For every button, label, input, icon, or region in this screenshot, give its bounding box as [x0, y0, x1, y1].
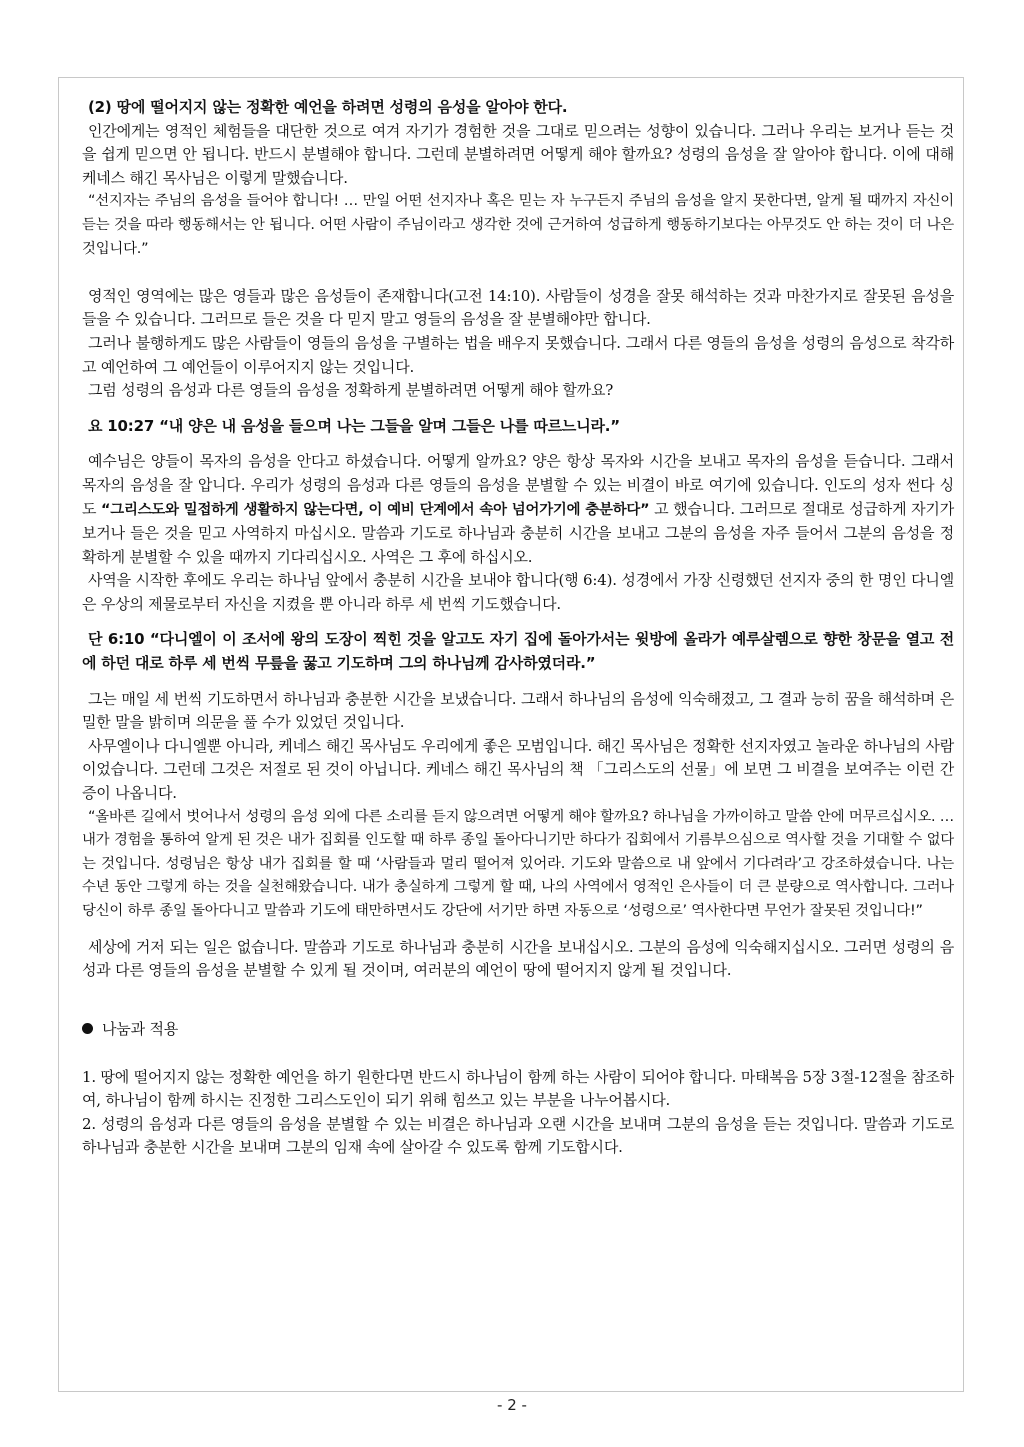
- page-number: - 2 -: [497, 1396, 527, 1414]
- bullet-icon: [82, 1023, 93, 1034]
- paragraph: 사무엘이나 다니엘뿐 아니라, 케네스 해긴 목사님도 우리에게 좋은 모범입니다. 해긴 목사님은 정확한 선지자였고 놀라운 하나님의 사람이었습니다. 그런데 그것은 저절로 된 것이 아닙니다. 케네스 해긴 목사님의 책 「그리스도의 선물」에 보면 그 비결을 보여주는 이런 간증이 나옵니다.: [82, 736, 954, 803]
- paragraph-text: 고 했습니다. 그러므로 절대로 성급하게 자기가 보거나 들은 것을 믿고 사역하지 마십시오. 말씀과 기도로 하나님과 충분히 시간을 보내고 그분의 음성을 자주 들어서 그분의 음성을 정확하게 분별할 수 있을 때까지 기다리십시오. 사역은 그 후에 하십시오.: [82, 499, 954, 566]
- spacer: [82, 924, 954, 936]
- paragraph: 세상에 거저 되는 일은 없습니다. 말씀과 기도로 하나님과 충분히 시간을 보내십시오. 그분의 음성에 익숙해지십시오. 그러면 성령의 음성과 다른 영들의 음성을 분별할 수 있게 될 것이며, 여러분의 예언이 땅에 떨어지지 않게 될 것입니다.: [82, 937, 954, 980]
- quote-hagin-1: “선지자는 주님의 음성을 들어야 합니다! … 만일 어떤 선지자나 혹은 믿는 자 누구든지 주님의 음성을 알지 못한다면, 알게 될 때까지 자신이 듣는 것을 따라 행동해서는 안 됩니다. 어떤 사람이 주님이라고 생각한 것에 근거하여 성급하게 행동하기보다는 아무것도 안 하는 것이 더 나은 것입니다.”: [82, 193, 954, 257]
- sharing-section-title: [82, 1018, 954, 1042]
- document-body: [82, 96, 954, 1160]
- section-heading: (2) 땅에 떨어지지 않는 정확한 예언을 하려면 성령의 음성을 알아야 한다.: [88, 98, 568, 116]
- spacer: [82, 983, 954, 1007]
- bible-verse-john: 요 10:27 “내 양은 내 음성을 들으며 나는 그들을 알며 그들은 나를 따르느니라.”: [88, 416, 620, 435]
- sundar-singh-quote: “그리스도와 밀접하게 생활하지 않는다면, 이 예비 단계에서 속아 넘어가기에 충분하다”: [101, 501, 650, 518]
- spacer: [82, 616, 954, 628]
- bible-verse-daniel: 단 6:10 “다니엘이 이 조서에 왕의 도장이 찍힌 것을 알고도 자기 집에 돌아가서는 윗방에 올라가 예루살렘으로 향한 창문을 열고 전에 하던 대로 하루 세 번씩 무릎을 꿇고 기도하며 그의 하나님께 감사하였더라.”: [82, 630, 954, 673]
- spacer: [82, 403, 954, 415]
- spacer: [82, 438, 954, 450]
- spacer: [82, 261, 954, 285]
- paragraph: 그는 매일 세 번씩 기도하면서 하나님과 충분한 시간을 보냈습니다. 그래서 하나님의 음성에 익숙해졌고, 그 결과 능히 꿈을 해석하며 은밀한 말을 밝히며 의문을 풀 수가 있었던 것입니다.: [82, 689, 954, 732]
- spacer: [82, 676, 954, 688]
- spacer: [82, 1042, 954, 1066]
- paragraph: 그러나 불행하게도 많은 사람들이 영들의 음성을 구별하는 법을 배우지 못했습니다. 그래서 다른 영들의 음성을 성령의 음성으로 착각하고 예언하여 그 예언들이 이루어지지 않는 것입니다.: [82, 333, 954, 376]
- paragraph: 그럼 성령의 음성과 다른 영들의 음성을 정확하게 분별하려면 어떻게 해야 할까요?: [88, 381, 614, 400]
- paragraph-sundar-singh: [82, 450, 954, 569]
- paragraph: 사역을 시작한 후에도 우리는 하나님 앞에서 충분히 시간을 보내야 합니다(행 6:4). 성경에서 가장 신령했던 선지자 중의 한 명인 다니엘은 우상의 제물로부터 자신을 지켰을 뿐 아니라 하루 세 번씩 기도했습니다.: [82, 571, 954, 613]
- spacer: [82, 1006, 954, 1018]
- paragraph: 영적인 영역에는 많은 영들과 많은 음성들이 존재합니다(고전 14:10). 사람들이 성경을 잘못 해석하는 것과 마찬가지로 잘못된 음성을 들을 수 있습니다. 그러므로 들은 것을 다 믿지 말고 영들의 음성을 잘 분별해야만 합니다.: [82, 286, 954, 329]
- sharing-item-2: 2. 성령의 음성과 다른 영들의 음성을 분별할 수 있는 비결은 하나님과 오랜 시간을 보내며 그분의 음성을 듣는 것입니다. 말씀과 기도로 하나님과 충분한 시간을 보내며 그분의 임재 속에 살아갈 수 있도록 함께 기도합시다.: [82, 1114, 954, 1157]
- sharing-item-1: 1. 땅에 떨어지지 않는 정확한 예언을 하기 원한다면 반드시 하나님이 함께 하는 사람이 되어야 합니다. 마태복음 5장 3절-12절을 참조하여, 하나님이 함께 하시는 진정한 그리스도인이 되기 위해 힘쓰고 있는 부분을 나누어봅시다.: [82, 1067, 954, 1110]
- paragraph-text: 예수님은 양들이 목자의 음성을 안다고 하셨습니다. 어떻게 알까요? 양은 항상 목자와 시간을 보내고 목자의 음성을 듣습니다. 그래서 목자의 음성을 잘 압니다. 우리가 성령의 음성과 다른 영들의 음성을 분별할 수 있는 비결이 바로 여기에 있습니다. 인도의 성자 썬다 싱도: [82, 452, 954, 518]
- paragraph: 인간에게는 영적인 체험들을 대단한 것으로 여겨 자기가 경험한 것을 그대로 믿으려는 성향이 있습니다. 그러나 우리는 보거나 듣는 것을 쉽게 믿으면 안 됩니다. 반드시 분별해야 합니다. 그런데 분별하려면 어떻게 해야 할까요? 성령의 음성을 잘 알아야 합니다. 이에 대해 케네스 해긴 목사님은 이렇게 말했습니다.: [82, 121, 955, 187]
- section-title-text: 나눔과 적용: [102, 1020, 179, 1039]
- quote-hagin-2: “올바른 길에서 벗어나서 성령의 음성 외에 다른 소리를 듣지 않으려면 어떻게 해야 할까요? 하나님을 가까이하고 말씀 안에 머무르십시오. … 내가 경험을 통하여 알게 된 것은 내가 집회를 인도할 때 하루 종일 돌아다니기만 하다가 집회에서 기름부으심으로 역사할 것을 기대할 수 없다는 것입니다. 성령님은 항상 내가 집회를 할 때 ‘사람들과 멀리 떨어져 있어라. 기도와 말씀으로 내 앞에서 기다려라’고 강조하셨습니다. 나는 수년 동안 그렇게 하는 것을 실천해왔습니다. 내가 충실하게 그렇게 할 때, 나의 사역에서 영적인 은사들이 더 큰 분량으로 역사합니다. 그러나 당신이 하루 종일 돌아다니고 말씀과 기도에 태만하면서도 강단에 서기만 하면 자동으로 ‘성령으로’ 역사한다면 무언가 잘못된 것입니다!”: [82, 808, 954, 919]
